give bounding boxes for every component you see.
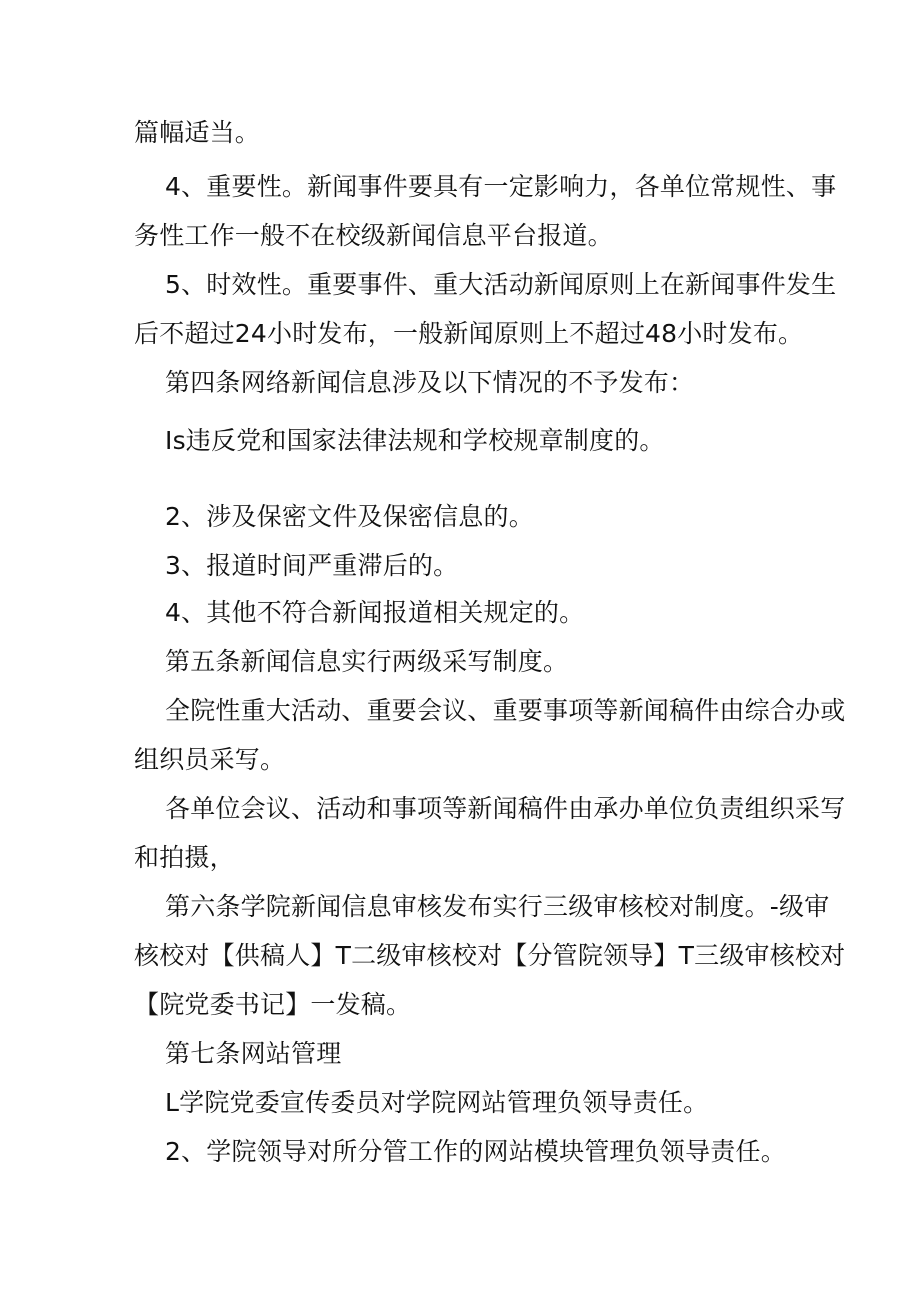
article-heading-5: 第五条新闻信息实行两级采写制度。 [165, 647, 569, 676]
paragraph-line: 【院党委书记】一发稿。 [134, 990, 412, 1019]
list-item: Is违反党和国家法律法规和学校规章制度的。 [165, 426, 665, 455]
paragraph-line: 篇幅适当。 [134, 118, 261, 147]
article-heading-7: 第七条网站管理 [165, 1039, 342, 1068]
list-item: 3、报道时间严重滞后的。 [165, 551, 459, 580]
paragraph-line: 各单位会议、活动和事项等新闻稿件由承办单位负责组织采写 [165, 794, 846, 823]
list-item: 2、学院领导对所分管工作的网站模块管理负领导责任。 [165, 1137, 786, 1166]
paragraph-line: 务性工作一般不在校级新闻信息平台报道。 [134, 221, 613, 250]
paragraph-line: 和拍摄， [134, 843, 235, 872]
list-item: L学院党委宣传委员对学院网站管理负领导责任。 [165, 1088, 709, 1117]
article-heading-6: 第六条学院新闻信息审核发布实行三级审核校对制度。-级审 [165, 892, 830, 921]
paragraph-line: 后不超过24小时发布，一般新闻原则上不超过48小时发布。 [134, 319, 804, 348]
list-item: 4、其他不符合新闻报道相关规定的。 [165, 598, 585, 627]
list-item: 2、涉及保密文件及保密信息的。 [165, 502, 534, 531]
paragraph-line: 4、重要性。新闻事件要具有一定影响力，各单位常规性、事 [165, 172, 837, 201]
article-heading-4: 第四条网络新闻信息涉及以下情况的不予发布： [165, 368, 695, 397]
paragraph-line: 核校对【供稿人】T二级审核校对【分管院领导】T三级审核校对 [134, 941, 846, 970]
paragraph-line: 组织员采写。 [134, 745, 286, 774]
paragraph-line: 全院性重大活动、重要会议、重要事项等新闻稿件由综合办或 [165, 696, 846, 725]
paragraph-line: 5、时效性。重要事件、重大活动新闻原则上在新闻事件发生 [165, 270, 837, 299]
